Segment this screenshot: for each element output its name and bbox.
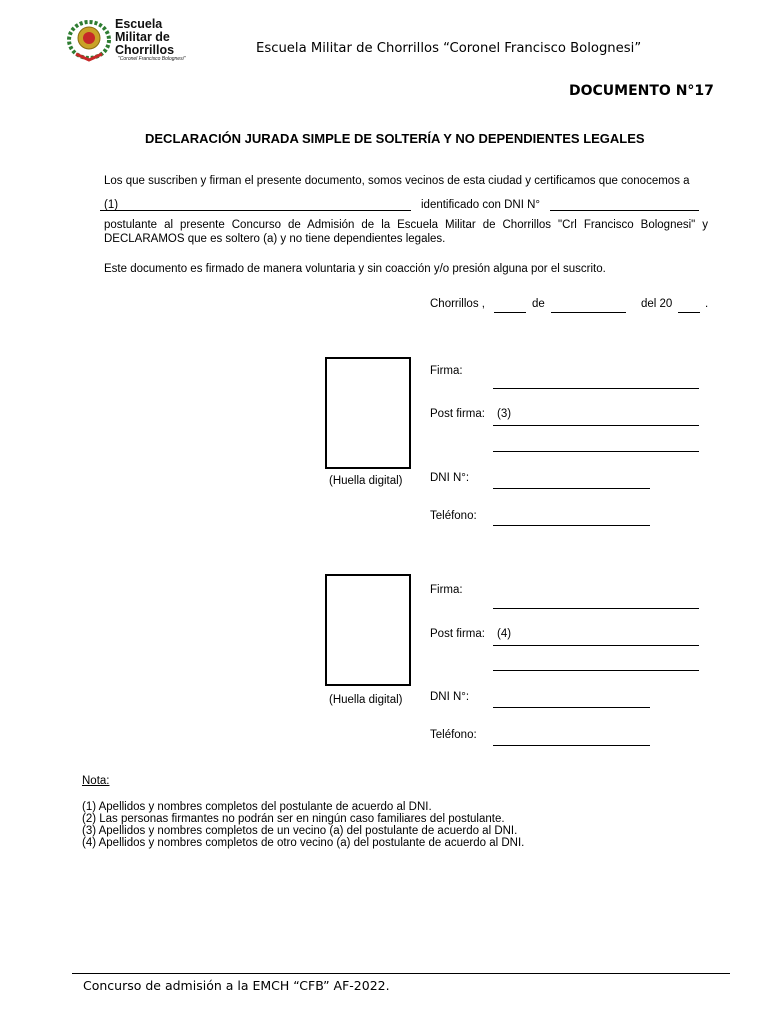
post-signature-line[interactable] [493,645,699,646]
notes-title: Nota: [82,775,110,787]
date-period: . [705,298,709,310]
signature-line[interactable] [493,388,699,389]
school-emblem-icon [66,16,112,62]
signature-line[interactable] [493,608,699,609]
post-signature-reference: (3) [497,408,512,420]
reference-1: (1) [104,199,119,211]
date-month-line[interactable] [551,312,626,313]
phone-label: Teléfono: [430,510,477,522]
date-place: Chorrillos , [430,298,485,310]
fingerprint-box[interactable] [325,574,411,686]
document-title: DECLARACIÓN JURADA SIMPLE DE SOLTERÍA Y NO DEPENDIENTES LEGALES [145,131,645,146]
applicant-dni-label: identificado con DNI N° [421,199,541,211]
dni-line[interactable] [493,707,650,708]
phone-line[interactable] [493,525,650,526]
date-day-line[interactable] [494,312,526,313]
signature-label: Firma: [430,365,463,377]
date-year-line[interactable] [678,312,700,313]
signature-label: Firma: [430,584,463,596]
post-signature-label: Post firma: [430,408,485,420]
dni-line[interactable] [493,488,650,489]
fingerprint-label: (Huella digital) [329,475,403,487]
post-signature-line-2[interactable] [493,670,699,671]
note-item: (4) Apellidos y nombres completos de otro vecino (a) del postulante de acuerdo al DNI. [82,837,525,849]
school-logo [64,16,184,64]
post-signature-line-2[interactable] [493,451,699,452]
footer-rule [72,973,730,974]
date-year-prefix: del 20 [641,298,673,310]
logo-text-line: Militar de [115,30,170,44]
applicant-name-line[interactable] [100,210,411,211]
phone-label: Teléfono: [430,729,477,741]
note-item: (2) Las personas firmantes no podrán ser en ningún caso familiares del postulante. [82,813,505,825]
dni-label: DNI N°: [430,691,470,703]
post-signature-label: Post firma: [430,628,485,640]
intro-paragraph: Los que suscriben y firman el presente documento, somos vecinos de esta ciudad y certificamos que conocemos a [104,175,690,187]
note-item: (1) Apellidos y nombres completos del postulante de acuerdo al DNI. [82,801,432,813]
post-signature-line[interactable] [493,425,699,426]
date-de-label: de [532,298,545,310]
declaration-paragraph: postulante al presente Concurso de Admisión de la Escuela Militar de Chorrillos "Crl Francisco Bolognesi" y DECLARAMOS que es soltero (a) y no tiene dependientes legales. [104,219,708,245]
document-number: DOCUMENTO N°17 [569,83,714,99]
applicant-dni-line[interactable] [550,210,699,211]
dni-label: DNI N°: [430,472,470,484]
voluntary-paragraph: Este documento es firmado de manera voluntaria y sin coacción y/o presión alguna por el suscrito. [104,263,606,275]
post-signature-reference: (4) [497,628,512,640]
header-title: Escuela Militar de Chorrillos “Coronel Francisco Bolognesi” [256,41,642,56]
logo-tagline: "Coronel Francisco Bolognesi" [118,56,186,62]
fingerprint-box[interactable] [325,357,411,469]
logo-text-line: Chorrillos [115,43,175,57]
phone-line[interactable] [493,745,650,746]
note-item: (3) Apellidos y nombres completos de un vecino (a) del postulante de acuerdo al DNI. [82,825,518,837]
logo-text-line: Escuela [115,17,163,31]
fingerprint-label: (Huella digital) [329,694,403,706]
footer-text: Concurso de admisión a la EMCH “CFB” AF-2022. [83,978,390,993]
